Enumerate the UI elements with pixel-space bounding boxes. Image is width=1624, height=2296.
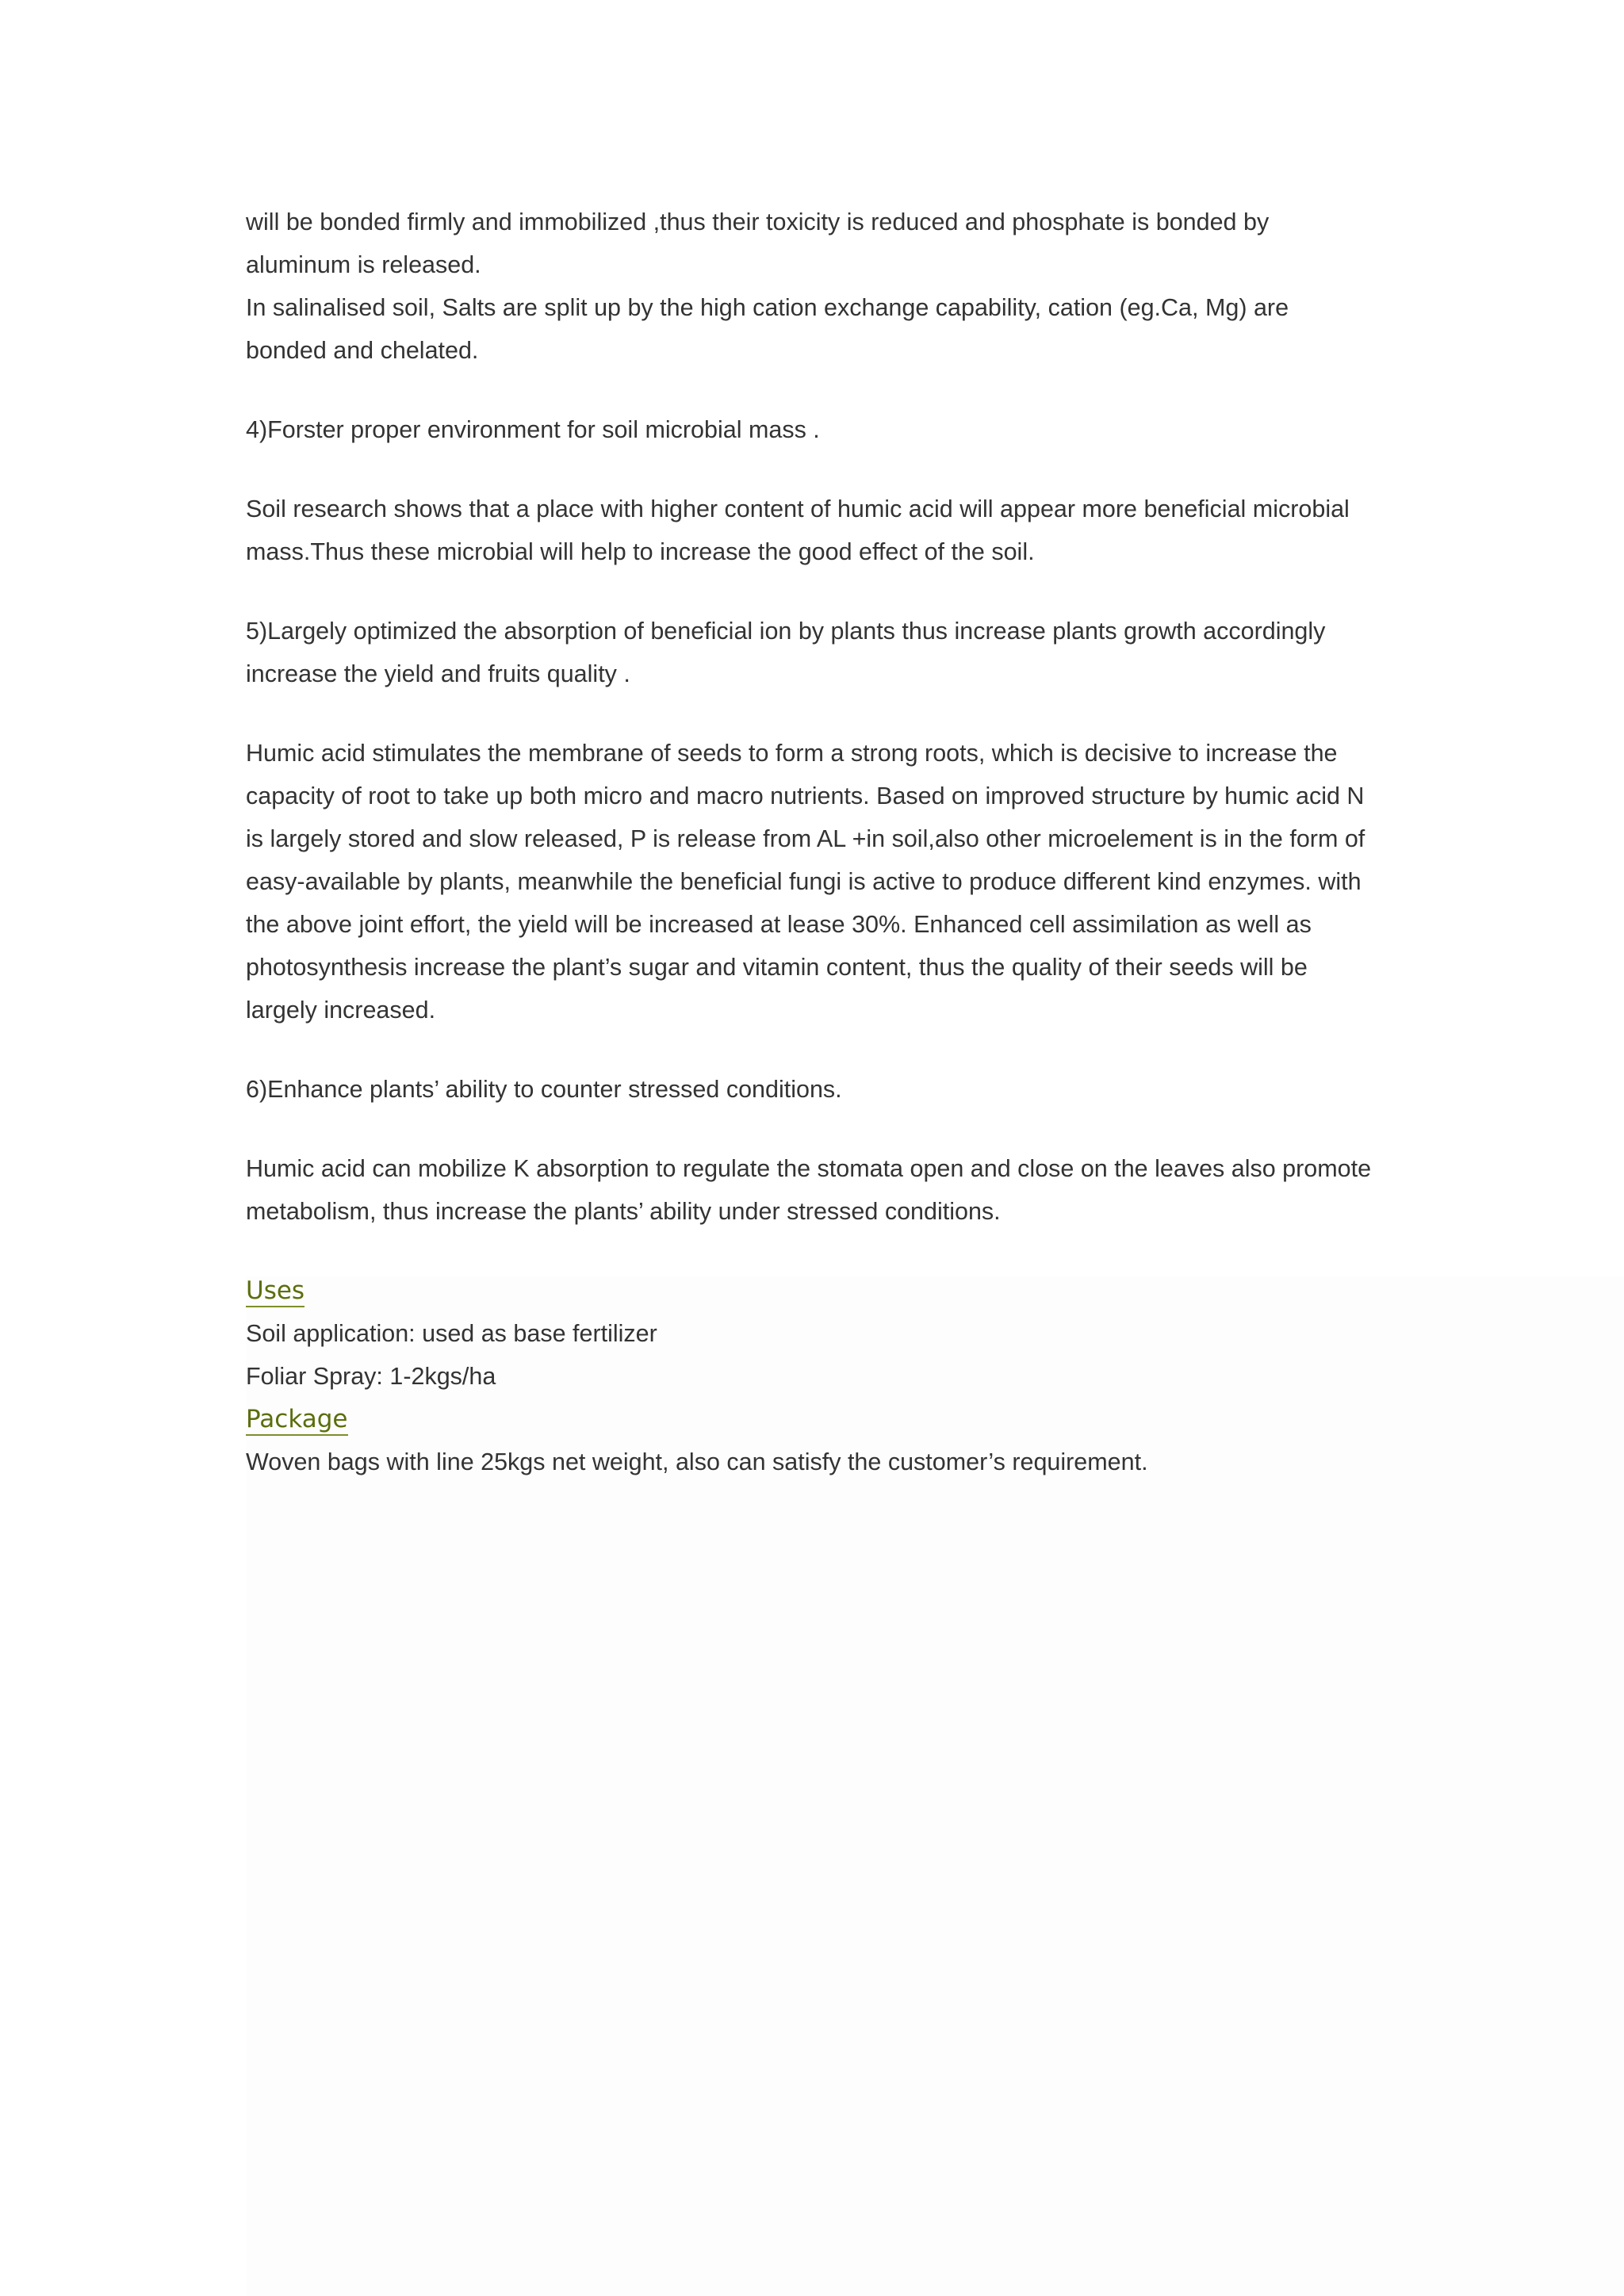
text-line: largely increased. [246,997,436,1024]
text-line: mass.Thus these microbial will help to increase the good effect of the soil. [246,538,1035,565]
text-line: photosynthesis increase the plant’s sugar and vitamin content, thus the quality of their seeds will be [246,954,1308,981]
uses-line: Foliar Spray: 1-2kgs/ha [246,1363,496,1390]
package-heading [246,1398,1388,1441]
text-line: will be bonded firmly and immobilized ,thus their toxicity is reduced and phosphate is bonded by [246,209,1270,235]
text-line: the above joint effort, the yield will be increased at lease 30%. Enhanced cell assimilation as well as [246,911,1312,938]
text-line: is largely stored and slow released, P is release from AL +in soil,also other microelement is in the form of [246,825,1365,852]
uses-heading [246,1269,1388,1312]
package-line: Woven bags with line 25kgs net weight, also can satisfy the customer’s requirement. [246,1448,1148,1475]
text-line: easy-available by plants, meanwhile the beneficial fungi is active to produce different kind enzymes. with [246,868,1362,895]
text-line: capacity of root to take up both micro and macro nutrients. Based on improved structure by humic acid N [246,783,1365,809]
section-title-point-6: 6)Enhance plants’ ability to counter stressed conditions. [246,1076,842,1103]
uses-heading-text: Uses [246,1276,304,1307]
text-line: Humic acid stimulates the membrane of seeds to form a strong roots, which is decisive to increase the [246,740,1338,767]
section-title-point-4: 4)Forster proper environment for soil microbial mass . [246,416,820,443]
section-title-point-5: 5)Largely optimized the absorption of beneficial ion by plants thus increase plants growth accordingly [246,618,1326,645]
section-title-point-5-cont: increase the yield and fruits quality . [246,660,630,687]
uses-line: Soil application: used as base fertilizer [246,1320,657,1347]
text-line: bonded and chelated. [246,337,479,364]
text-line: Soil research shows that a place with higher content of humic acid will appear more beneficial microbial [246,496,1350,522]
text-line: Humic acid can mobilize K absorption to regulate the stomata open and close on the leaves also promote [246,1155,1372,1182]
package-heading-text: Package [246,1405,348,1436]
text-line: In salinalised soil, Salts are split up by the high cation exchange capability, cation (eg.Ca, Mg) are [246,294,1289,321]
text-line: metabolism, thus increase the plants’ ability under stressed conditions. [246,1198,1001,1225]
document-page [246,201,1388,1483]
text-line: aluminum is released. [246,251,481,278]
